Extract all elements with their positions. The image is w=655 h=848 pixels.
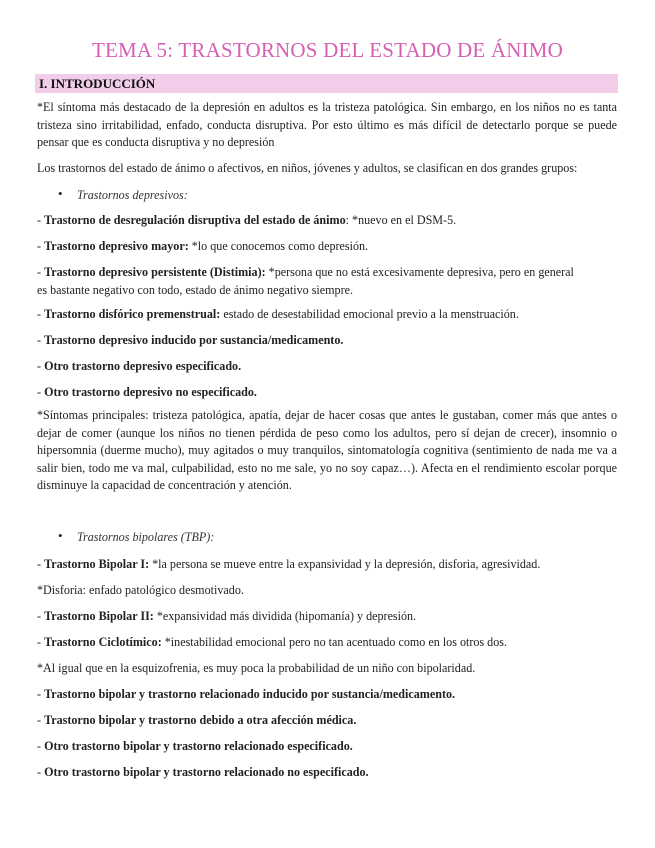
list-item: - Otro trastorno depresivo especificado.	[37, 359, 242, 373]
bullet-depressive: Trastornos depresivos:	[77, 188, 188, 202]
symptoms-paragraph: *Síntomas principales: tristeza patológica, apatía, dejar de hacer cosas que antes le gustaban, comer más que antes o dejar de comer (aunque los niños no tienen pérdida de peso como los adultos, pero sí dejan de crecer), insomnio o hipersomnia (duerme mucho), muy agitados o muy tranquilos, sintomatología cognitiva (sentimiento de nada me va a salir bien, todo me va mal, culpabilidad, esto no me sale, yo no soy capaz…). Afecta en el rendimiento escolar porque disminuye la capacidad de concentración y atención.	[37, 408, 617, 493]
intro-paragraph: *El síntoma más destacado de la depresión en adultos es la tristeza patológica. Sin embargo, en los niños no es tanta tristeza sino irritabilidad, enfado, conducta disruptiva. Por esto último es más difícil de detectarlo porque se puede pensar que es conducta disruptiva y no depresión	[37, 100, 617, 150]
bullet-dot-icon: •	[58, 186, 63, 201]
list-item: - Trastorno de desregulación disruptiva del estado de ánimo: *nuevo en el DSM-5.	[37, 213, 457, 227]
note-line: *Al igual que en la esquizofrenia, es muy poca la probabilidad de un niño con bipolaridad.	[37, 661, 476, 675]
list-item: - Otro trastorno depresivo no especificado.	[37, 385, 257, 399]
list-item: - Trastorno depresivo persistente (Distimia): *persona que no está excesivamente depresiva, pero en general	[37, 265, 574, 279]
list-item: - Trastorno Bipolar I: *la persona se mueve entre la expansividad y la depresión, disforia, agresividad.	[37, 557, 541, 571]
list-item: - Trastorno depresivo mayor: *lo que conocemos como depresión.	[37, 239, 369, 253]
bullet-bipolar: Trastornos bipolares (TBP):	[77, 530, 215, 544]
list-item: - Otro trastorno bipolar y trastorno relacionado no especificado.	[37, 765, 369, 779]
note-line: *Disforia: enfado patológico desmotivado.	[37, 583, 244, 597]
list-item-continuation: es bastante negativo con todo, estado de ánimo negativo siempre.	[37, 283, 354, 297]
bullet-dot-icon: •	[58, 528, 63, 543]
list-item: - Trastorno depresivo inducido por sustancia/medicamento.	[37, 333, 344, 347]
section-heading: I. INTRODUCCIÓN	[39, 76, 156, 91]
list-item: - Trastorno Ciclotímico: *inestabilidad emocional pero no tan acentuado como en los otros dos.	[37, 635, 507, 649]
list-item: - Trastorno Bipolar II: *expansividad más dividida (hipomanía) y depresión.	[37, 609, 417, 623]
list-item: - Otro trastorno bipolar y trastorno relacionado especificado.	[37, 739, 353, 753]
list-item: - Trastorno bipolar y trastorno debido a otra afección médica.	[37, 713, 357, 727]
list-item: - Trastorno bipolar y trastorno relacionado inducido por sustancia/medicamento.	[37, 687, 456, 701]
list-item: - Trastorno disfórico premenstrual: estado de desestabilidad emocional previo a la menstruación.	[37, 307, 519, 321]
page-title: TEMA 5: TRASTORNOS DEL ESTADO DE ÁNIMO	[91, 38, 564, 62]
classification-paragraph: Los trastornos del estado de ánimo o afectivos, en niños, jóvenes y adultos, se clasifican en dos grandes grupos:	[37, 161, 578, 175]
